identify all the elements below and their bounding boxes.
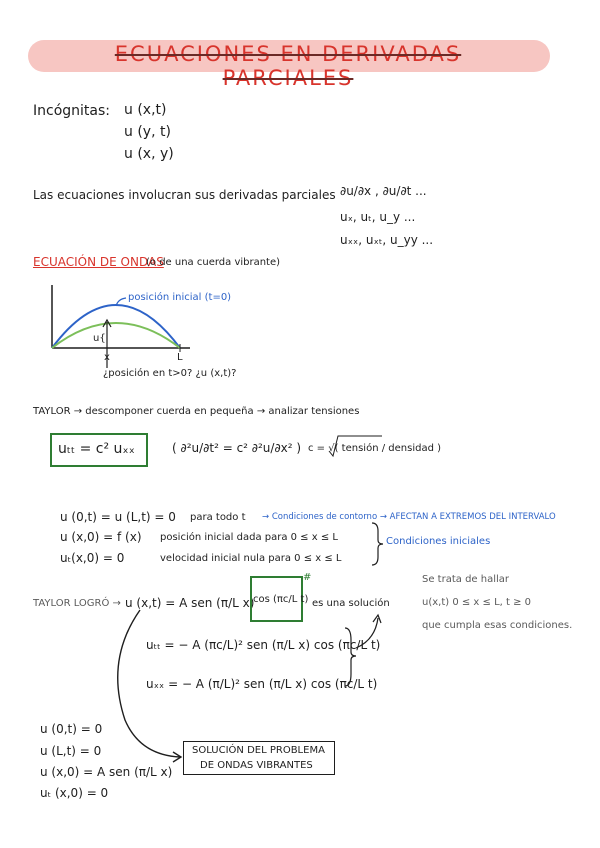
condition-1-blue: → Condiciones de contorno → AFECTAN A EXTREMOS DEL INTERVALO — [262, 512, 556, 522]
conditions-brace — [372, 523, 383, 565]
solution-formula: u (x,t) = A sen (π/L x) — [125, 596, 255, 610]
condition-1: u (0,t) = u (L,t) = 0 — [60, 510, 176, 524]
bottom-cond-1: u (0,t) = 0 — [40, 722, 103, 736]
side-note-3: que cumpla esas condiciones. — [422, 620, 573, 631]
derivs-line-1: ∂u/∂x , ∂u/∂t ... — [340, 184, 427, 198]
onda-heading: ECUACIÓN DE ONDAS — [33, 255, 164, 269]
incognitas-label: Incógnitas: — [33, 103, 110, 119]
wave-equation-partials: ( ∂²u/∂t² = c² ∂²u/∂x² ) — [172, 441, 302, 455]
wave-equation: uₜₜ = c² uₓₓ — [58, 441, 135, 457]
solution-cos: cos (πc/L t) — [253, 594, 309, 605]
solution-box-line-2: DE ONDAS VIBRANTES — [200, 760, 313, 771]
c-definition: c = √( tensión / densidad ) — [308, 443, 441, 454]
intro-text: Las ecuaciones involucran sus derivadas parciales — [33, 188, 336, 202]
derivs-line-3: uₓₓ, uₓₜ, u_yy ... — [340, 233, 434, 247]
bottom-cond-4: uₜ (x,0) = 0 — [40, 786, 109, 800]
incognita-1: u (x,t) — [124, 102, 167, 118]
taylor-logro: TAYLOR LOGRÓ → — [33, 598, 121, 609]
graph-L-label: L — [177, 352, 183, 363]
side-note-2: u(x,t) 0 ≤ x ≤ L, t ≥ 0 — [422, 597, 532, 608]
derivs-line-2: uₓ, uₜ, u_y ... — [340, 210, 416, 224]
condition-1-note: para todo t — [190, 512, 246, 523]
page-title: ECUACIONES EN DERIVADAS PARCIALES — [114, 42, 462, 90]
uxx-derivative: uₓₓ = − A (π/L)² sen (π/L x) cos (πc/L t) — [146, 677, 378, 691]
solution-tail: es una solución — [312, 598, 390, 609]
bottom-cond-2: u (L,t) = 0 — [40, 744, 102, 758]
side-note-1: Se trata de hallar — [422, 574, 510, 585]
incognita-2: u (y, t) — [124, 124, 171, 140]
initial-position-curve — [52, 305, 180, 348]
graph-question: ¿posición en t>0? ¿u (x,t)? — [103, 368, 237, 379]
solution-box-line-1: SOLUCIÓN DEL PROBLEMA — [192, 745, 325, 756]
graph-u-label: u{ — [93, 333, 106, 344]
bottom-cond-3: u (x,0) = A sen (π/L x) — [40, 765, 173, 779]
incognita-3: u (x, y) — [124, 146, 174, 162]
condition-2-note: posición inicial dada para 0 ≤ x ≤ L — [160, 532, 338, 543]
graph-x-label: x — [104, 352, 110, 363]
condition-2-blue: Condiciones iniciales — [386, 536, 491, 547]
condition-2: u (x,0) = f (x) — [60, 530, 142, 544]
taylor-line: TAYLOR → descomponer cuerda en pequeña → analizar tensiones — [33, 406, 360, 417]
graph-initial-label: posición inicial (t=0) — [128, 292, 232, 303]
solution-hash: # — [303, 572, 312, 583]
utt-derivative: uₜₜ = − A (πc/L)² sen (π/L x) cos (πc/L t) — [146, 638, 381, 652]
condition-3-note: velocidad inicial nula para 0 ≤ x ≤ L — [160, 553, 342, 564]
onda-subtitle: (o de una cuerda vibrante) — [146, 257, 281, 268]
condition-3: uₜ(x,0) = 0 — [60, 551, 125, 565]
